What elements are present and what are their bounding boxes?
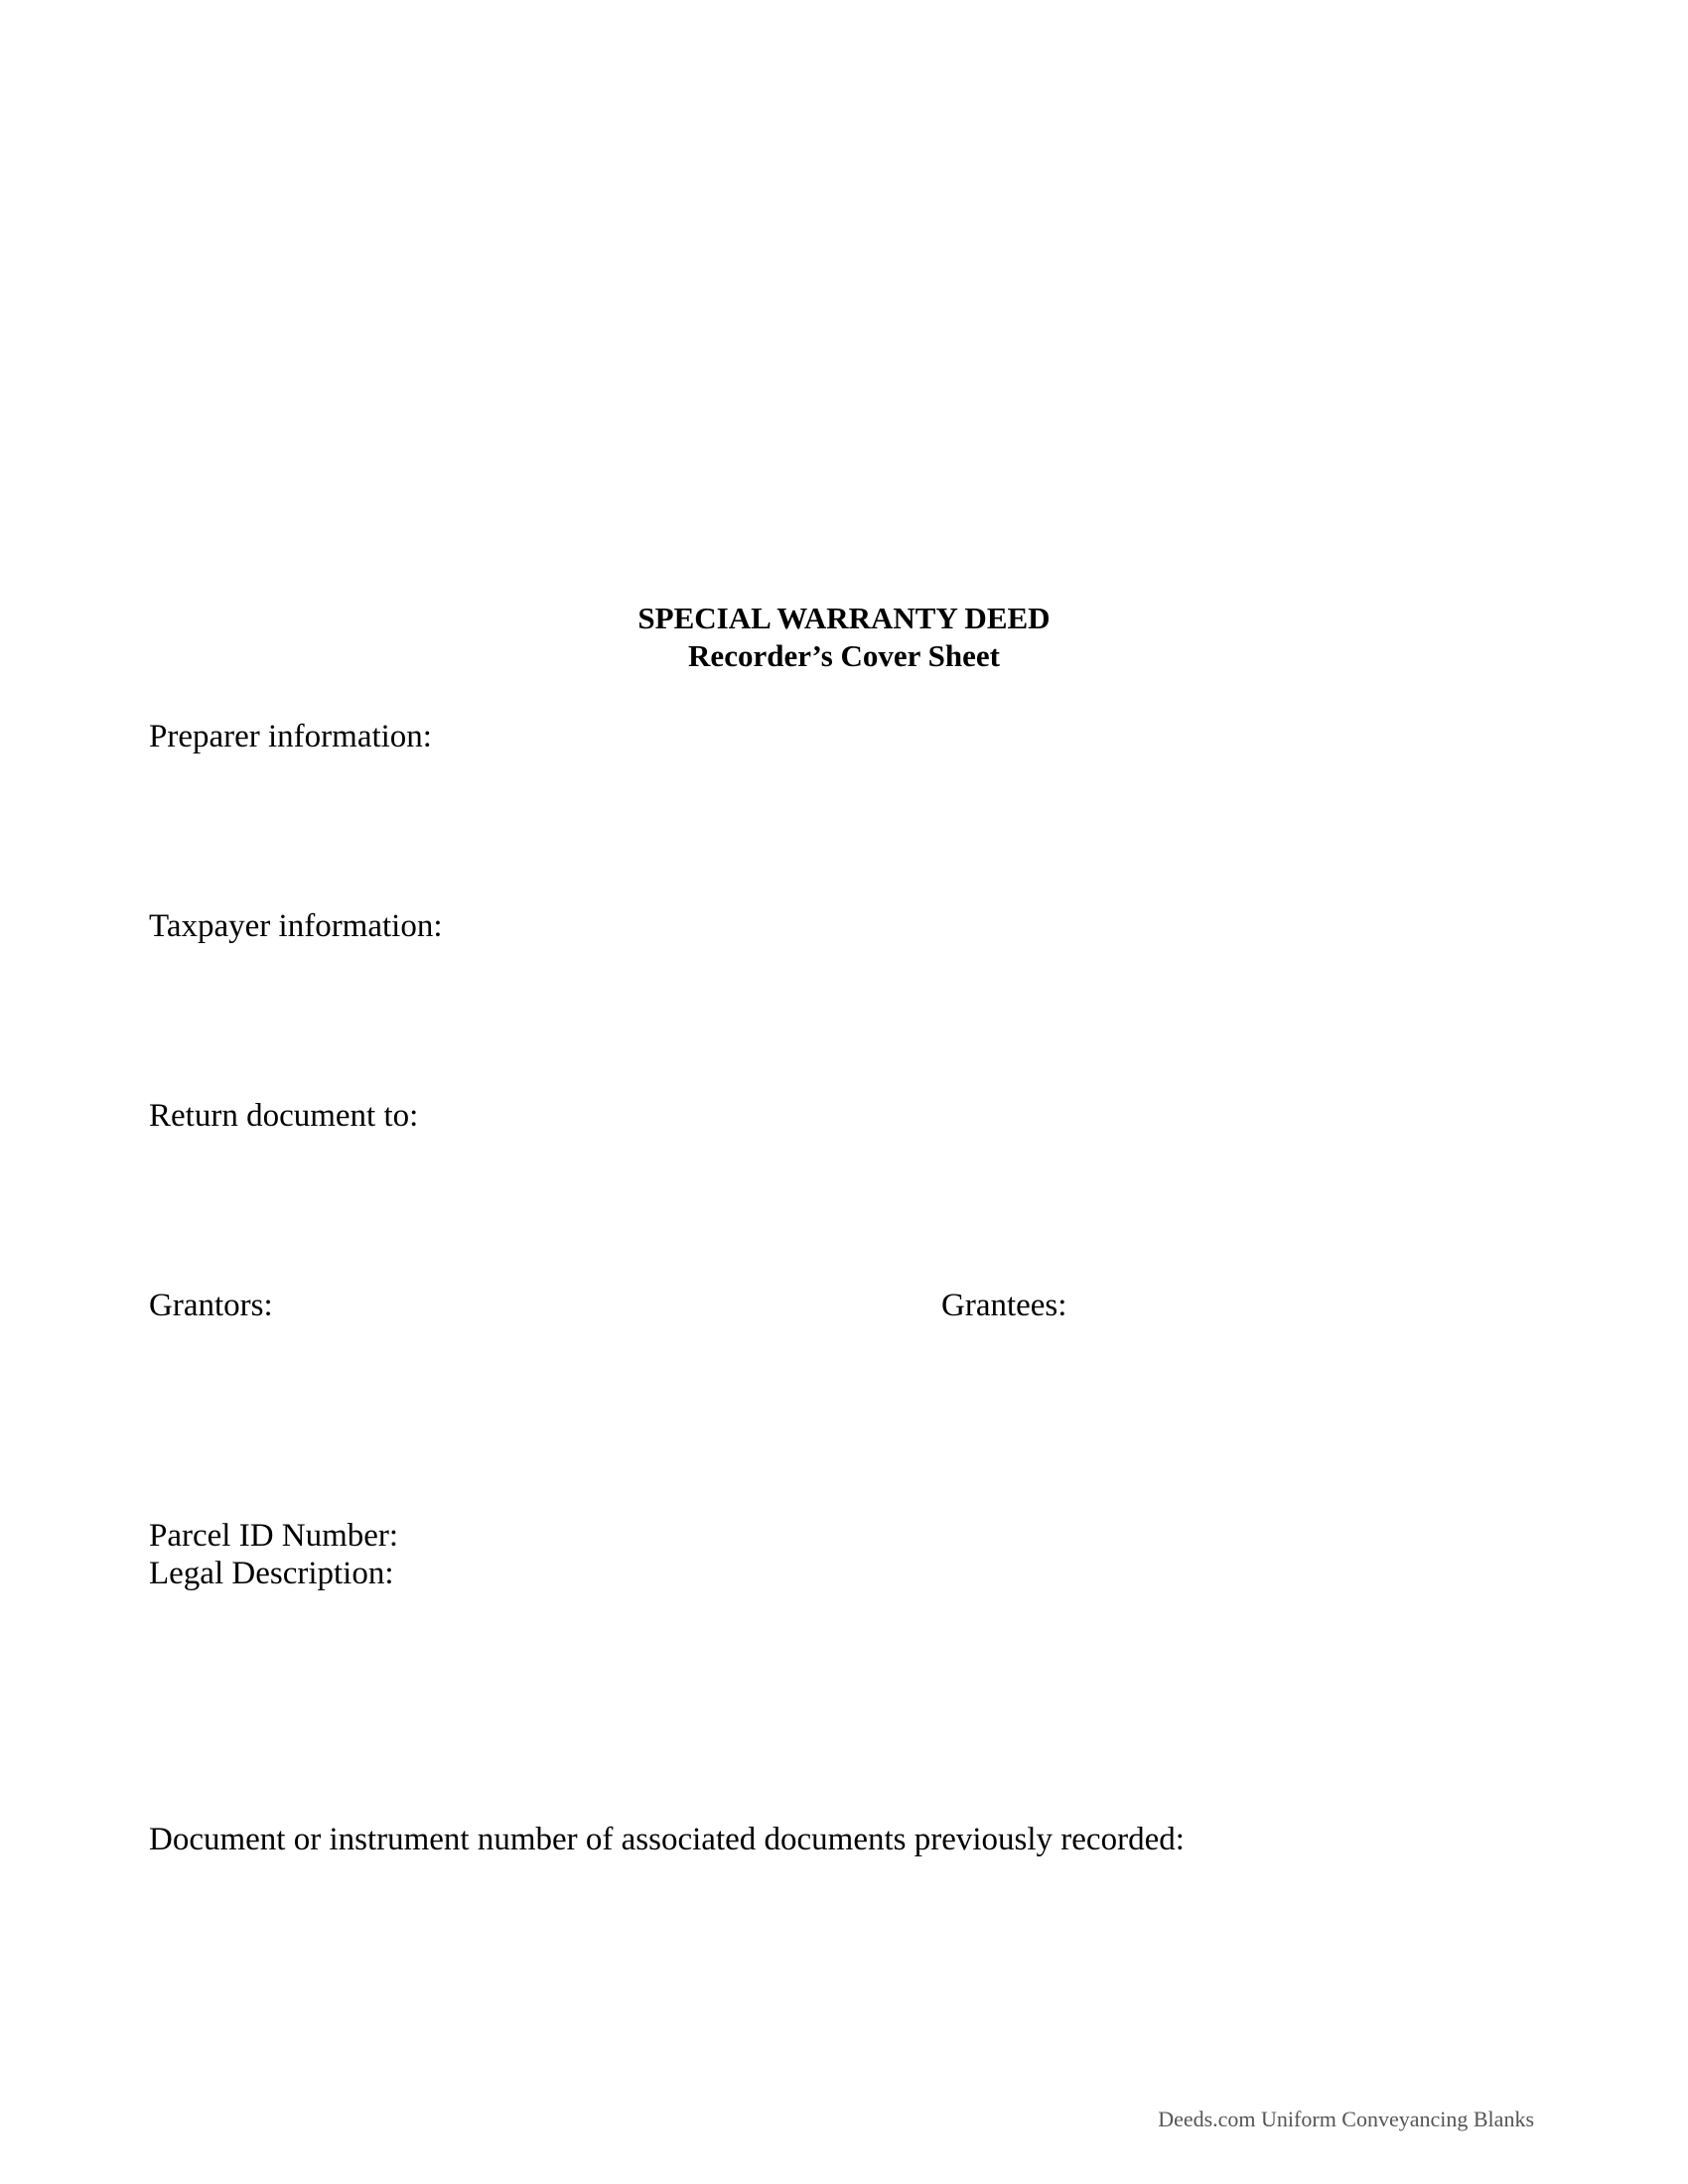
document-title: SPECIAL WARRANTY DEED	[637, 601, 1051, 635]
parcel-id-number-label: Parcel ID Number:	[149, 1518, 399, 1554]
footer-note: Deeds.com Uniform Conveyancing Blanks	[1158, 2107, 1534, 2131]
return-document-to-label: Return document to:	[149, 1098, 419, 1134]
grantees-label: Grantees:	[941, 1288, 1067, 1323]
associated-documents-label: Document or instrument number of associated documents previously recorded:	[149, 1822, 1185, 1857]
document-subtitle: Recorder’s Cover Sheet	[688, 638, 1000, 673]
legal-description-label: Legal Description:	[149, 1556, 394, 1591]
preparer-information-label: Preparer information:	[149, 719, 432, 754]
grantors-label: Grantors:	[149, 1288, 273, 1323]
taxpayer-information-label: Taxpayer information:	[149, 908, 443, 944]
title-block	[0, 600, 1688, 675]
